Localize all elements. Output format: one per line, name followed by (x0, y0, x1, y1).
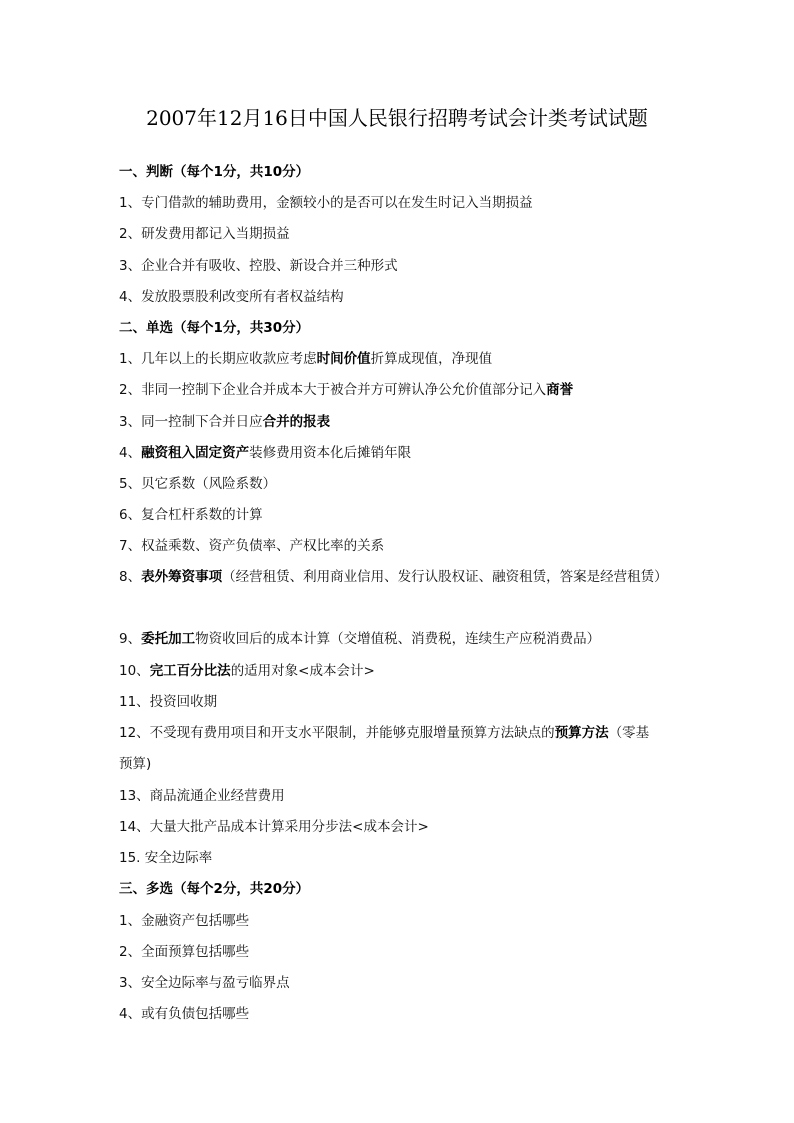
question-line: 13、商品流通企业经营费用 (119, 788, 285, 804)
question-line: 4、融资租入固定资产装修费用资本化后摊销年限 (119, 445, 412, 461)
question-line: 10、完工百分比法的适用对象<成本会计> (119, 663, 375, 679)
question-line: 1、专门借款的辅助费用，金额较小的是否可以在发生时记入当期损益 (119, 195, 533, 211)
emphasis-text: 表外筹资事项 (141, 569, 223, 585)
question-line: 11、投资回收期 (119, 694, 218, 710)
question-line-continued: 预算) (119, 756, 152, 772)
section-heading-judgment: 一、判断（每个1分，共10分） (119, 164, 310, 180)
emphasis-text: 预算方法 (554, 725, 609, 741)
emphasis-text: 委托加工 (141, 631, 196, 647)
emphasis-text: 商誉 (546, 382, 574, 398)
emphasis-text: 合并的报表 (262, 414, 331, 430)
question-line: 15. 安全边际率 (119, 850, 213, 866)
question-line: 1、几年以上的长期应收款应考虑时间价值折算成现值，净现值 (119, 351, 493, 367)
question-line: 14、大量大批产品成本计算采用分步法<成本会计> (119, 819, 429, 835)
question-line: 3、安全边际率与盈亏临界点 (119, 975, 290, 991)
question-line: 7、权益乘数、资产负债率、产权比率的关系 (119, 538, 385, 554)
question-line: 3、同一控制下合并日应合并的报表 (119, 414, 331, 430)
section-heading-multiple-choice: 三、多选（每个2分，共20分） (119, 881, 310, 897)
question-line: 2、非同一控制下企业合并成本大于被合并方可辨认净公允价值部分记入商誉 (119, 382, 574, 398)
question-line: 4、或有负债包括哪些 (119, 1006, 250, 1022)
emphasis-text: 融资租入固定资产 (141, 445, 250, 461)
section-heading-single-choice: 二、单选（每个1分，共30分） (119, 320, 310, 336)
question-line: 6、复合杠杆系数的计算 (119, 507, 263, 523)
question-line: 1、金融资产包括哪些 (119, 913, 250, 929)
question-line: 4、发放股票股利改变所有者权益结构 (119, 289, 344, 305)
emphasis-text: 时间价值 (316, 351, 371, 367)
question-line: 3、企业合并有吸收、控股、新设合并三种形式 (119, 258, 398, 274)
question-line: 8、表外筹资事项（经营租赁、利用商业信用、发行认股权证、融资租赁，答案是经营租赁） (119, 569, 668, 585)
question-line: 2、全面预算包括哪些 (119, 944, 250, 960)
question-line: 5、贝它系数（风险系数） (119, 476, 277, 492)
document-title: 2007年12月16日中国人民银行招聘考试会计类考试试题 (146, 106, 648, 130)
question-line: 2、研发费用都记入当期损益 (119, 226, 290, 242)
question-line: 12、不受现有费用项目和开支水平限制，并能够克服增量预算方法缺点的预算方法（零基 (119, 725, 650, 741)
emphasis-text: 完工百分比法 (149, 663, 231, 679)
question-line: 9、委托加工物资收回后的成本计算（交增值税、消费税，连续生产应税消费品） (119, 631, 601, 647)
